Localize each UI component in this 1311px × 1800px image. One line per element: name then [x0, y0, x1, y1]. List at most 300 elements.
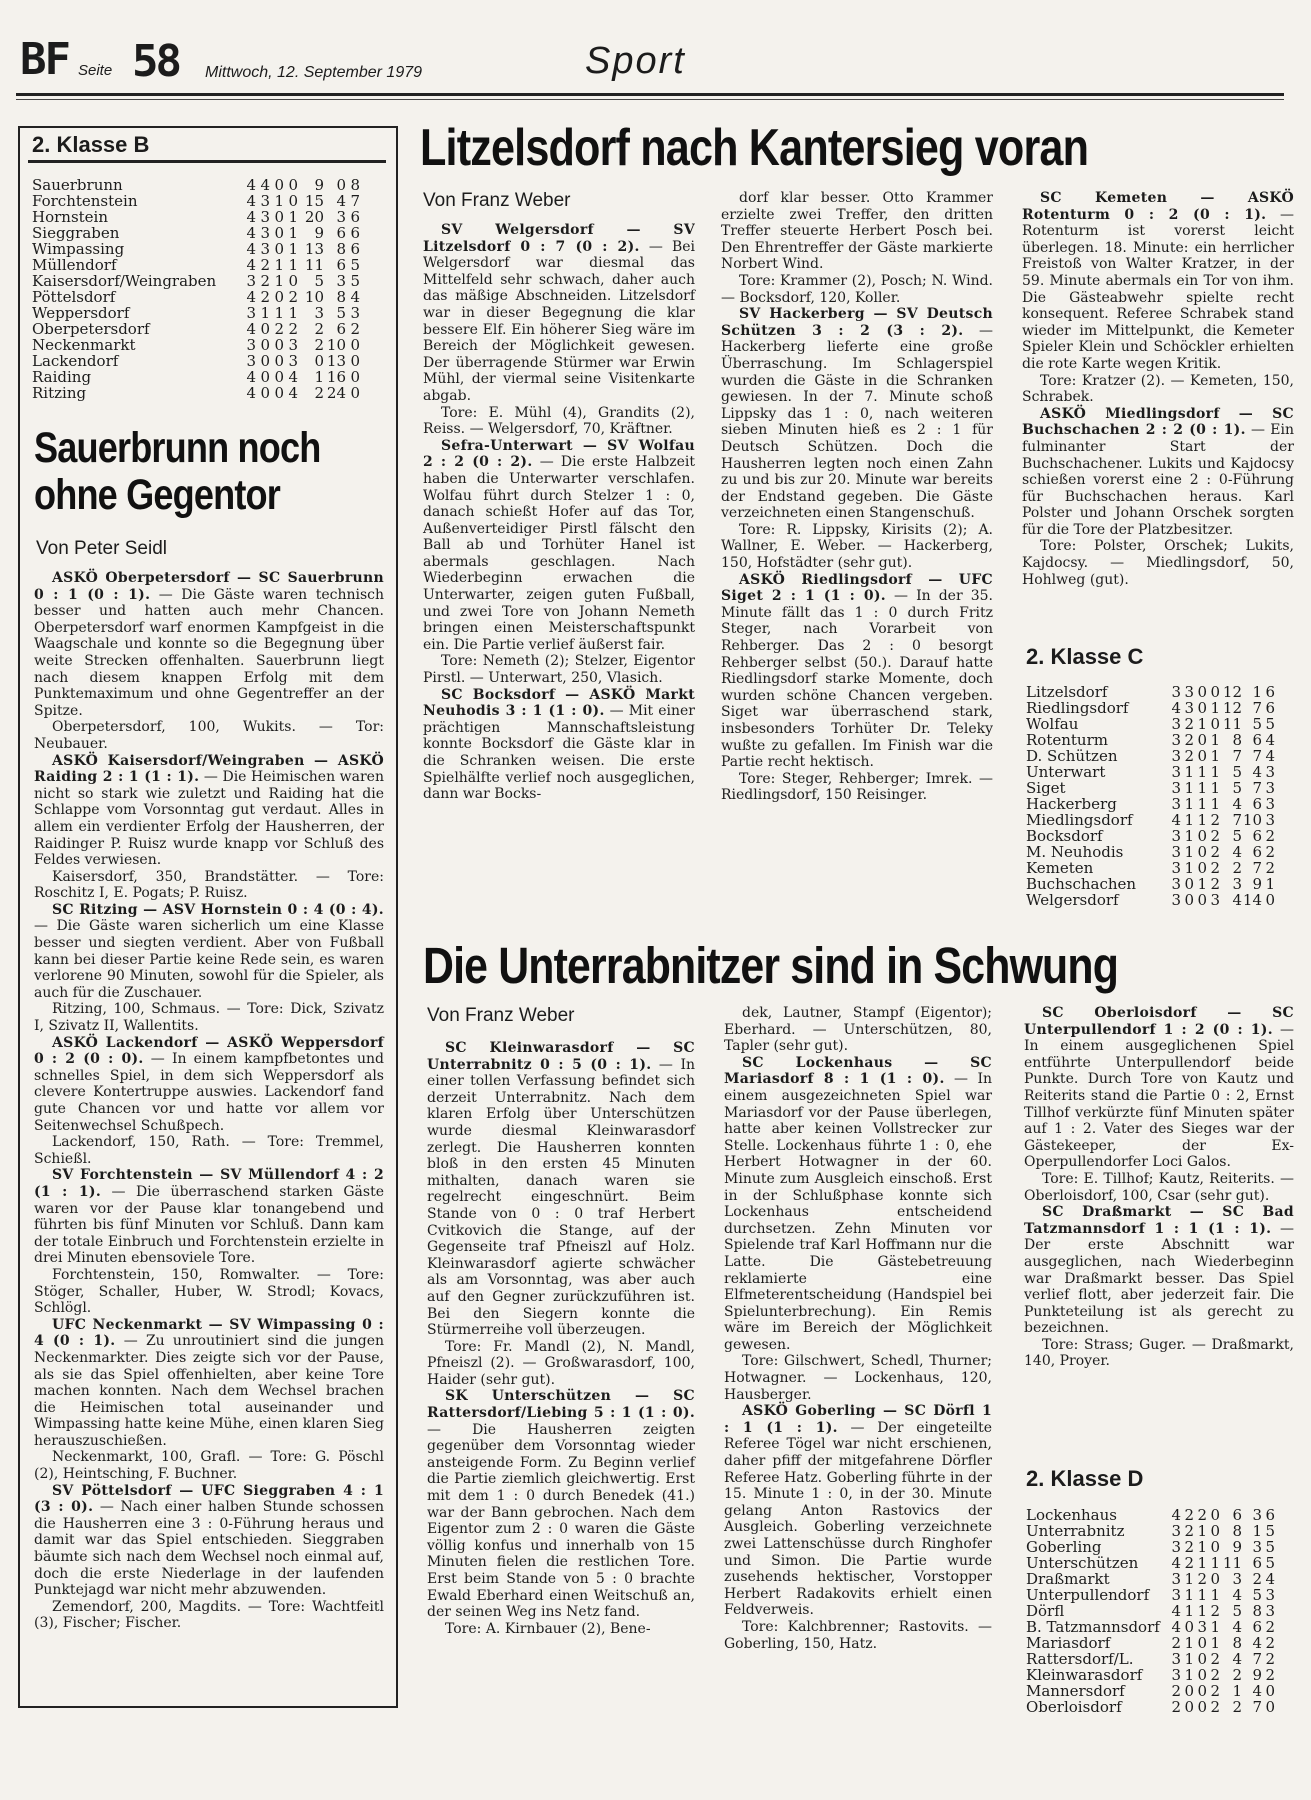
stat-l: 1 — [1210, 747, 1220, 765]
table-row — [1026, 1571, 1275, 1587]
stat-gp: 3 — [1171, 779, 1181, 797]
stat-gp: 2 — [1171, 1698, 1181, 1716]
stat-gp: 4 — [1171, 1506, 1181, 1524]
stat-w: 2 — [1184, 1522, 1194, 1540]
team-name: Forchtenstein — [32, 193, 138, 209]
stat-l: 1 — [1210, 1634, 1220, 1652]
stat-l: 3 — [288, 352, 298, 370]
table-row — [32, 305, 360, 321]
team-name: Goberling — [1026, 1539, 1102, 1555]
stat-pts: 2 — [1265, 859, 1275, 877]
stat-ga: 3 — [1252, 1538, 1262, 1556]
team-name: Raiding — [32, 369, 92, 385]
stat-gf: 3 — [1232, 875, 1242, 893]
stat-gf: 11 — [1222, 715, 1242, 733]
article-litzelsdorf-col2 — [721, 190, 993, 804]
stat-gf: 2 — [314, 336, 324, 354]
team-name: Buchschachen — [1026, 876, 1137, 892]
stat-d: 1 — [1197, 763, 1207, 781]
article-paragraph — [721, 190, 993, 273]
stat-pts: 6 — [350, 240, 360, 258]
stat-pts: 0 — [350, 384, 360, 402]
table-row — [1026, 748, 1275, 764]
stat-l: 0 — [1210, 1522, 1220, 1540]
stat-gp: 3 — [1171, 1522, 1181, 1540]
article-paragraph — [721, 771, 993, 804]
paragraph-text: Tore: E. Mühl (4), Grandits (2), Reiss. — Welgersdorf, 70, Kräftner. — [423, 404, 695, 438]
article-paragraph — [724, 1055, 992, 1354]
article-paragraph — [721, 306, 993, 522]
stat-l: 1 — [1210, 1618, 1220, 1636]
stat-ga: 6 — [1252, 1618, 1262, 1636]
stat-pts: 0 — [350, 352, 360, 370]
stat-d: 1 — [274, 192, 284, 210]
stat-gp: 4 — [246, 256, 256, 274]
article-paragraph — [427, 1621, 695, 1638]
stat-gf: 2 — [314, 320, 324, 338]
table-b-title-rule — [28, 160, 386, 163]
article-paragraph — [34, 570, 384, 719]
paragraph-text: — Die erste Halbzeit haben die Unterwarter verschlafen. Wolfau führt durch Stelzer 1 : 0, danach schießt Hofer auf das Tor, Außenverteidiger Pirstl fälscht den Ball ab und Torhüter Hanel ist abermals geschlagen. Nach Wiederbeginn erwachen die Unterwarter, zeigen guten Fußball, und zwei Tore von Johann Nemeth bringen einen Meisterschaftspunkt ein. Die Partie verlief äußerst fair. — [423, 454, 696, 653]
article-paragraph — [34, 1317, 384, 1450]
paragraph-text: Tore: A. Kirnbauer (2), Bene- — [445, 1620, 651, 1637]
article-paragraph — [1024, 1337, 1294, 1370]
stat-w: 0 — [260, 336, 270, 354]
headline-sauerbrunn-2: ohne Gegentor — [34, 471, 280, 519]
paragraph-text: — Nach einer halben Stunde schossen die Hausherren eine 3 : 0-Führung heraus und damit war das Spiel entschieden. Sieggraben bäumte sich nach dem Wechsel noch einmal auf, doch die erste Niederlage in der laufenden Punktejagd war nicht mehr abzuwenden. — [34, 1499, 385, 1599]
stat-gp: 4 — [1171, 699, 1181, 717]
table-row — [1026, 1555, 1275, 1571]
stat-ga: 7 — [1252, 747, 1262, 765]
stat-gf: 1 — [314, 368, 324, 386]
paragraph-text: Oberpetersdorf, 100, Wukits. — Tor: Neubauer. — [34, 719, 384, 752]
stat-w: 3 — [260, 240, 270, 258]
paragraph-text: Tore: Gilschwert, Schedl, Thurner; Hotwagner. — Lockenhaus, 120, Hausberger. — [724, 1353, 992, 1403]
paragraph-text: Zemendorf, 200, Magdits. — Tore: Wachtfeitl (3), Fischer; Fischer. — [34, 1598, 384, 1632]
stat-gf: 4 — [1232, 891, 1242, 909]
stat-pts: 4 — [350, 288, 360, 306]
article-paragraph — [34, 1167, 384, 1267]
stat-d: 1 — [1197, 1538, 1207, 1556]
stat-gf: 2 — [1232, 1666, 1242, 1684]
stat-pts: 3 — [1265, 1586, 1275, 1604]
stat-gf: 4 — [1232, 1586, 1242, 1604]
stat-gf: 2 — [1232, 859, 1242, 877]
article-paragraph — [721, 572, 993, 771]
stat-w: 1 — [1184, 1650, 1194, 1668]
stat-ga: 4 — [1252, 763, 1262, 781]
stat-gp: 4 — [246, 224, 256, 242]
team-name: B. Tatzmannsdorf — [1026, 1619, 1160, 1635]
stat-d: 0 — [274, 224, 284, 242]
article-paragraph — [34, 719, 384, 752]
stat-ga: 24 — [326, 384, 346, 402]
stat-w: 1 — [260, 304, 270, 322]
stat-gp: 3 — [1171, 875, 1181, 893]
headline-sauerbrunn-1: Sauerbrunn noch — [34, 424, 321, 472]
paragraph-text: Tore: Polster, Orschek; Lukits, Kajdocsy. — Miedlingsdorf, 50, Hohlweg (gut). — [1022, 538, 1294, 588]
paragraph-text: — Zu unroutiniert sind die jungen Neckenmarkter. Dies zeigte sich vor der Pause, als sie das Spiel offenhielten, aber keine Tore machen konnten. Nach dem Wechsel brachen die Heimischen total auseinander und Wimpassing hatte keine Mühe, einen klaren Sieg herauszuschießen. — [34, 1333, 384, 1449]
stat-d: 0 — [274, 384, 284, 402]
stat-d: 0 — [1197, 731, 1207, 749]
stat-l: 4 — [288, 368, 298, 386]
stat-d: 0 — [274, 352, 284, 370]
stat-gf: 8 — [1232, 1634, 1242, 1652]
stat-l: 2 — [1210, 843, 1220, 861]
paragraph-text: dek, Lautner, Stampf (Eigentor); Eberhard. — Unterschützen, 80, Tapler (sehr gut). — [724, 1005, 992, 1055]
table-row — [32, 273, 360, 289]
stat-gp: 4 — [1171, 1602, 1181, 1620]
team-name: Müllendorf — [32, 257, 117, 273]
stat-ga: 6 — [336, 224, 346, 242]
stat-gf: 8 — [1232, 731, 1242, 749]
match-result: SC Kemeten — ASKÖ Rotenturm 0 : 2 (0 : 1). — [1022, 190, 1294, 223]
stat-ga: 16 — [326, 368, 346, 386]
team-name: Unterpullendorf — [1026, 1587, 1150, 1603]
stat-ga: 10 — [326, 336, 346, 354]
paragraph-text: Tore: E. Tillhof; Kautz, Reiterits. — Oberloisdorf, 100, Csar (sehr gut). — [1024, 1170, 1294, 1204]
team-name: Oberpetersdorf — [32, 321, 150, 337]
stat-pts: 2 — [1265, 827, 1275, 845]
article-paragraph — [34, 1035, 384, 1135]
stat-pts: 0 — [1265, 1698, 1275, 1716]
stat-ga: 5 — [1252, 1586, 1262, 1604]
stat-l: 2 — [1210, 1666, 1220, 1684]
stat-l: 0 — [1210, 683, 1220, 701]
stat-gf: 4 — [1232, 795, 1242, 813]
stat-gp: 4 — [246, 320, 256, 338]
stat-ga: 14 — [1242, 891, 1262, 909]
stat-d: 0 — [274, 240, 284, 258]
stat-gf: 8 — [1232, 1522, 1242, 1540]
article-paragraph — [427, 1040, 695, 1339]
stat-l: 2 — [1210, 859, 1220, 877]
paragraph-text: Tore: R. Lippsky, Kirisits (2); A. Wallner, E. Weber. — Hackerberg, 150, Hofstädter (sehr gut). — [721, 521, 993, 572]
stat-w: 2 — [1184, 1506, 1194, 1524]
stat-ga: 7 — [1252, 779, 1262, 797]
team-name: Mannersdorf — [1026, 1683, 1125, 1699]
table-row — [1026, 1619, 1275, 1635]
stat-w: 3 — [260, 224, 270, 242]
table-row — [32, 289, 360, 305]
stat-pts: 3 — [1265, 1602, 1275, 1620]
stat-ga: 1 — [1252, 1522, 1262, 1540]
team-name: Kaisersdorf/Weingraben — [32, 273, 217, 289]
stat-w: 0 — [1184, 1698, 1194, 1716]
table-row — [1026, 700, 1275, 716]
stat-w: 0 — [260, 320, 270, 338]
stat-gp: 3 — [1171, 843, 1181, 861]
stat-gf: 5 — [314, 272, 324, 290]
stat-l: 1 — [1210, 731, 1220, 749]
paragraph-text: — Der erste Abschnitt war ausgeglichen, nach Wiederbeginn war Draßmarkt besser. Das Spiel verlief flott, aber jederzeit fair. Die Punkteteilung ist als gerecht zu bezeichnen. — [1024, 1220, 1294, 1337]
stat-gp: 4 — [1171, 1618, 1181, 1636]
article-paragraph — [34, 1483, 384, 1599]
article-paragraph — [1022, 538, 1294, 588]
stat-ga: 9 — [1252, 875, 1262, 893]
paragraph-text: Ritzing, 100, Schmaus. — Tore: Dick, Szivatz I, Szivatz II, Wallentits. — [34, 1001, 384, 1035]
team-name: Hackerberg — [1026, 796, 1117, 812]
stat-d: 0 — [1197, 827, 1207, 845]
stat-w: 1 — [1184, 1586, 1194, 1604]
stat-gf: 4 — [1232, 843, 1242, 861]
table-row — [32, 321, 360, 337]
article-paragraph — [427, 1339, 695, 1389]
stat-ga: 6 — [1252, 795, 1262, 813]
stat-pts: 0 — [1265, 891, 1275, 909]
paragraph-text: Tore: Steger, Rehberger; Imrek. — Riedlingsdorf, 150 Reisinger. — [721, 770, 993, 804]
table-row — [1026, 1635, 1275, 1651]
table-row — [32, 353, 360, 369]
stat-l: 0 — [288, 192, 298, 210]
match-result: ASKÖ Oberpetersdorf — SC Sauerbrunn 0 : 1 (0 : 1). — [34, 570, 384, 603]
article-paragraph — [1022, 406, 1294, 539]
article-paragraph — [721, 522, 993, 572]
table-d-title: 2. Klasse D — [1026, 1466, 1144, 1491]
stat-ga: 8 — [336, 288, 346, 306]
article-paragraph — [724, 1403, 992, 1619]
team-name: Sauerbrunn — [32, 177, 123, 193]
stat-ga: 5 — [1252, 715, 1262, 733]
article-paragraph — [1024, 1005, 1294, 1171]
stat-gp: 3 — [246, 272, 256, 290]
stat-w: 2 — [1184, 731, 1194, 749]
team-name: Mariasdorf — [1026, 1635, 1111, 1651]
stat-gp: 3 — [1171, 747, 1181, 765]
table-row — [1026, 1651, 1275, 1667]
standings-table-b — [32, 177, 360, 401]
stat-l: 1 — [288, 208, 298, 226]
stat-d: 0 — [274, 288, 284, 306]
team-name: Ritzing — [32, 385, 87, 401]
article-paragraph — [1022, 190, 1294, 373]
match-result: SC Oberloisdorf — SC Unterpullendorf 1 : 2 (0 : 1). — [1024, 1005, 1294, 1038]
stat-w: 1 — [1184, 763, 1194, 781]
stat-w: 1 — [1184, 1666, 1194, 1684]
stat-pts: 4 — [1265, 1570, 1275, 1588]
team-name: Rotenturm — [1026, 732, 1108, 748]
stat-pts: 5 — [1265, 1538, 1275, 1556]
stat-ga: 2 — [1252, 1570, 1262, 1588]
paragraph-text: — In einem ausgeglichenen Spiel entführte Unterpullendorf beide Punkte. Durch Tore von Kautz und Reiterits stand die Partie 0 : 2, Ernst Tillhof verkürzte fünf Minuten später auf 1 : 2. Vater des Sieges war der Gästekeeper, der Ex-Operpullendorfer Loci Galos. — [1024, 1021, 1294, 1171]
stat-gf: 5 — [1232, 1602, 1242, 1620]
stat-gp: 4 — [1171, 811, 1181, 829]
stat-w: 0 — [260, 352, 270, 370]
stat-gp: 4 — [246, 288, 256, 306]
paragraph-text: — In einem kampfbetontes und schnelles Spiel, in dem sich Weppersdorf als clevere Kontertruppe auswies. Lackendorf fand gute Chancen vor und hatte vor allem vor Seitenwechsel Schußpech. — [34, 1051, 385, 1134]
article-paragraph — [423, 687, 695, 803]
stat-l: 2 — [1210, 827, 1220, 845]
stat-ga: 6 — [1252, 1554, 1262, 1572]
stat-l: 1 — [1210, 795, 1220, 813]
table-row — [1026, 1507, 1275, 1523]
table-row — [32, 193, 360, 209]
team-name: D. Schützen — [1026, 748, 1118, 764]
byline-sauerbrunn: Von Peter Seidl — [36, 538, 167, 559]
team-name: Neckenmarkt — [32, 337, 136, 353]
stat-pts: 7 — [350, 192, 360, 210]
stat-pts: 2 — [350, 320, 360, 338]
stat-l: 0 — [288, 176, 298, 194]
stat-w: 2 — [260, 272, 270, 290]
stat-l: 1 — [288, 240, 298, 258]
article-paragraph — [1024, 1171, 1294, 1204]
article-paragraph — [34, 1001, 384, 1034]
team-name: Oberloisdorf — [1026, 1699, 1122, 1715]
stat-gf: 5 — [1232, 779, 1242, 797]
stat-l: 1 — [1210, 763, 1220, 781]
stat-ga: 6 — [336, 256, 346, 274]
stat-w: 2 — [1184, 1538, 1194, 1556]
stat-gp: 4 — [246, 240, 256, 258]
paragraph-text: Tore: Nemeth (2); Stelzer, Eigentor Pirstl. — Unterwart, 250, Vlasich. — [423, 653, 695, 687]
stat-pts: 5 — [350, 256, 360, 274]
stat-d: 2 — [1197, 1506, 1207, 1524]
stat-gp: 3 — [1171, 1586, 1181, 1604]
stat-pts: 3 — [1265, 763, 1275, 781]
stat-pts: 3 — [1265, 795, 1275, 813]
masthead-rule — [16, 93, 1284, 96]
stat-pts: 5 — [1265, 715, 1275, 733]
match-result: ASKÖ Lackendorf — ASKÖ Weppersdorf 0 : 2 (0 : 0). — [34, 1034, 384, 1068]
stat-d: 0 — [1197, 1650, 1207, 1668]
table-c-title: 2. Klasse C — [1026, 644, 1144, 669]
article-paragraph — [1022, 373, 1294, 406]
stat-l: 1 — [1210, 1554, 1220, 1572]
stat-gf: 7 — [1232, 747, 1242, 765]
stat-l: 1 — [288, 256, 298, 274]
stat-l: 2 — [1210, 1650, 1220, 1668]
stat-ga: 6 — [1252, 827, 1262, 845]
masthead — [20, 34, 1285, 94]
paragraph-text: — Bei Welgersdorf war diesmal das Mittelfeld sehr schwach, daher auch das mäßige Abschneiden. Litzelsdorf war in dieser Begegnung die klar bessere Elf. Ein höherer Sieg wäre im Bereich der Möglichkeit gewesen. Der überragende Stürmer war Erwin Mühl, der viermal seine Visitenkarte abgab. — [423, 238, 695, 404]
stat-d: 2 — [274, 320, 284, 338]
stat-d: 0 — [274, 208, 284, 226]
issue-date: Mittwoch, 12. September 1979 — [205, 64, 423, 81]
stat-gp: 2 — [1171, 1634, 1181, 1652]
byline-litzelsdorf: Von Franz Weber — [423, 190, 571, 211]
article-paragraph — [34, 1449, 384, 1482]
stat-w: 3 — [1184, 699, 1194, 717]
team-name: Kemeten — [1026, 860, 1094, 876]
stat-d: 1 — [1197, 795, 1207, 813]
stat-w: 1 — [1184, 779, 1194, 797]
table-row — [1026, 892, 1275, 908]
table-row — [32, 369, 360, 385]
paragraph-text: — Hackerberg lieferte eine große Überraschung. Im Schlagerspiel wurden die Gäste in die Schranken gewiesen. In der 7. Minute schoß Lippsky das 1 : 0, nach weiteren sieben Minuten hieß es 2 : 1 für Deutsch Schützen. Doch die Hausherren legten noch einen Zahn zu und bis zur 20. Minute war bereits der Endstand gegeben. Die Gäste verzeichneten einen Stangenschuß. — [721, 322, 994, 522]
team-name: Pöttelsdorf — [32, 289, 116, 305]
article-unterrabnitz-col3 — [1024, 1005, 1294, 1370]
stat-l: 2 — [1210, 1682, 1220, 1700]
stat-pts: 0 — [350, 368, 360, 386]
stat-w: 1 — [1184, 1602, 1194, 1620]
stat-pts: 4 — [1265, 731, 1275, 749]
paragraph-text: — Rotenturm ist vorerst leicht überlegen. 18. Minute: ein herrlicher Freistoß von Walter Kratzer, in der 59. Minute abermals ein Tor von ihm. Die Gästeabwehr spielte recht konsequent. Referee Schrabek stand wieder im Mittelpunkt, die Kemeter Spieler Klein und Schöckler erhielten die rote Karte wegen Kritik. — [1022, 206, 1294, 372]
stat-gf: 12 — [1222, 683, 1242, 701]
team-name: Rattersdorf/L. — [1026, 1651, 1134, 1667]
team-name: Siget — [1026, 780, 1066, 796]
stat-pts: 6 — [350, 208, 360, 226]
team-name: Hornstein — [32, 209, 109, 225]
stat-w: 2 — [260, 288, 270, 306]
standings-table-d — [1026, 1507, 1275, 1715]
paragraph-text: Lackendorf, 150, Rath. — Tore: Tremmel, Schießl. — [34, 1134, 384, 1167]
article-unterrabnitz-col2 — [724, 1005, 992, 1652]
paragraph-text: — Mit einer prächtigen Mannschaftsleistung konnte Bocksdorf die Gäste klar in die Schranken weisen. Die erste Spielhälfte verlief noch ausgeglichen, dann war Bocks- — [423, 703, 695, 803]
stat-ga: 7 — [1252, 859, 1262, 877]
stat-l: 1 — [288, 304, 298, 322]
stat-pts: 4 — [1265, 747, 1275, 765]
stat-gp: 3 — [1171, 731, 1181, 749]
team-name: Kleinwarasdorf — [1026, 1667, 1143, 1683]
table-row — [1026, 684, 1275, 700]
stat-ga: 3 — [336, 272, 346, 290]
stat-w: 0 — [1184, 1618, 1194, 1636]
standings-table-c — [1026, 684, 1275, 908]
paragraph-text: — In der 35. Minute fällt das 1 : 0 durch Fritz Steger, nach Vorarbeit von Rehberger. Das 2 : 0 besorgt Rehberger selbst (50.). Darauf hatte Riedlingsdorf starke Momente, doch wurden schöne Chancen vergeben. Siget war überraschend stark, insbesonders Torhüter Dr. Teleky wußte zu gefallen. Im Finish war die Partie recht hektisch. — [721, 588, 993, 771]
paragraph-text: — Der eingeteilte Referee Tögel war nicht erschienen, daher pfiff der mitgefahrene Dörfler Referee Hatz. Goberling führte in der 15. Minute 1 : 0, in der 30. Minute gelang Anton Rastovics der Ausgleich. Goberling verzeichnete zwei Lattenschüsse durch Ringhofer und Simon. Die Partie wurde zusehends hektischer, Vorstopper Herbert Radakovits erhielt einen Feldverweis. — [724, 1419, 992, 1619]
team-name: Unterwart — [1026, 764, 1106, 780]
table-row — [1026, 1683, 1275, 1699]
match-result: SC Kleinwarasdorf — SC Unterrabnitz 0 : 5 (0 : 1). — [427, 1040, 695, 1073]
stat-gf: 1 — [1232, 1682, 1242, 1700]
table-row — [32, 225, 360, 241]
stat-gf: 9 — [314, 224, 324, 242]
stat-gp: 3 — [246, 304, 256, 322]
stat-w: 3 — [260, 192, 270, 210]
team-name: Riedlingsdorf — [1026, 700, 1129, 716]
article-paragraph — [427, 1388, 695, 1620]
stat-w: 4 — [260, 176, 270, 194]
stat-d: 0 — [1197, 1698, 1207, 1716]
stat-w: 1 — [1184, 859, 1194, 877]
stat-l: 1 — [1210, 779, 1220, 797]
stat-d: 1 — [1197, 1522, 1207, 1540]
table-row — [32, 177, 360, 193]
paragraph-text: — Die Hausherren zeigten gegenüber dem Vorsonntag wieder ansteigende Form. Zu Beginn verlief die Partie ziemlich gleichwertig. Erst mit dem 1 : 0 durch Benedek (41.) war der Bann gebrochen. Nach dem Eigentor zum 2 : 0 waren die Gäste völlig konfus und innerhalb von 15 Minuten fielen die restlichen Tore. Erst beim Stande von 5 : 0 brachte Ewald Eberhard einen Weitschuß an, der seinen Weg ins Netz fand. — [427, 1421, 695, 1621]
team-name: Draßmarkt — [1026, 1571, 1110, 1587]
table-row — [32, 385, 360, 401]
stat-d: 0 — [1197, 1634, 1207, 1652]
stat-d: 1 — [1197, 875, 1207, 893]
article-paragraph — [724, 1353, 992, 1403]
stat-gp: 3 — [1171, 1538, 1181, 1556]
table-row — [1026, 1667, 1275, 1683]
stat-gp: 4 — [246, 192, 256, 210]
stat-gp: 3 — [1171, 891, 1181, 909]
stat-ga: 9 — [1252, 1666, 1262, 1684]
stat-ga: 7 — [1252, 1650, 1262, 1668]
team-name: Bocksdorf — [1026, 828, 1103, 844]
stat-gf: 9 — [314, 176, 324, 194]
article-paragraph — [423, 653, 695, 686]
byline-unterrabnitz: Von Franz Weber — [427, 1005, 575, 1026]
match-result: ASKÖ Riedlingsdorf — UFC Siget 2 : 1 (1 : 0). — [721, 571, 993, 605]
match-result: ASKÖ Kaisersdorf/Weingraben — ASKÖ Raiding 2 : 1 (1 : 1). — [34, 752, 384, 786]
paragraph-text: — Ein fulminanter Start der Buchschachener. Lukits und Kajdocsy schießen vorerst eine 2 : 0-Führung für Buchschachen heraus. Karl Polster und Johann Orschek sorgten für die Tore der Platzbesitzer. — [1022, 422, 1294, 538]
stat-ga: 5 — [336, 304, 346, 322]
stat-w: 1 — [1184, 1570, 1194, 1588]
stat-d: 0 — [274, 176, 284, 194]
stat-gp: 4 — [1171, 1554, 1181, 1572]
match-result: UFC Neckenmarkt — SV Wimpassing 0 : 4 (0 : 1). — [34, 1316, 384, 1350]
paragraph-text: — Die Heimischen waren nicht so stark wie zuletzt und Raiding hat die Schlappe vom Vorsonntag gut verdaut. Alles in allem ein verdienter Erfolg der Hausherren, der Raidinger P. Ruisz wurde knapp vor Schluß des Feldes verwiesen. — [34, 769, 384, 869]
stat-ga: 7 — [1252, 1698, 1262, 1716]
table-row — [32, 337, 360, 353]
stat-d: 0 — [1197, 859, 1207, 877]
stat-d: 1 — [274, 272, 284, 290]
stat-pts: 2 — [1265, 1634, 1275, 1652]
